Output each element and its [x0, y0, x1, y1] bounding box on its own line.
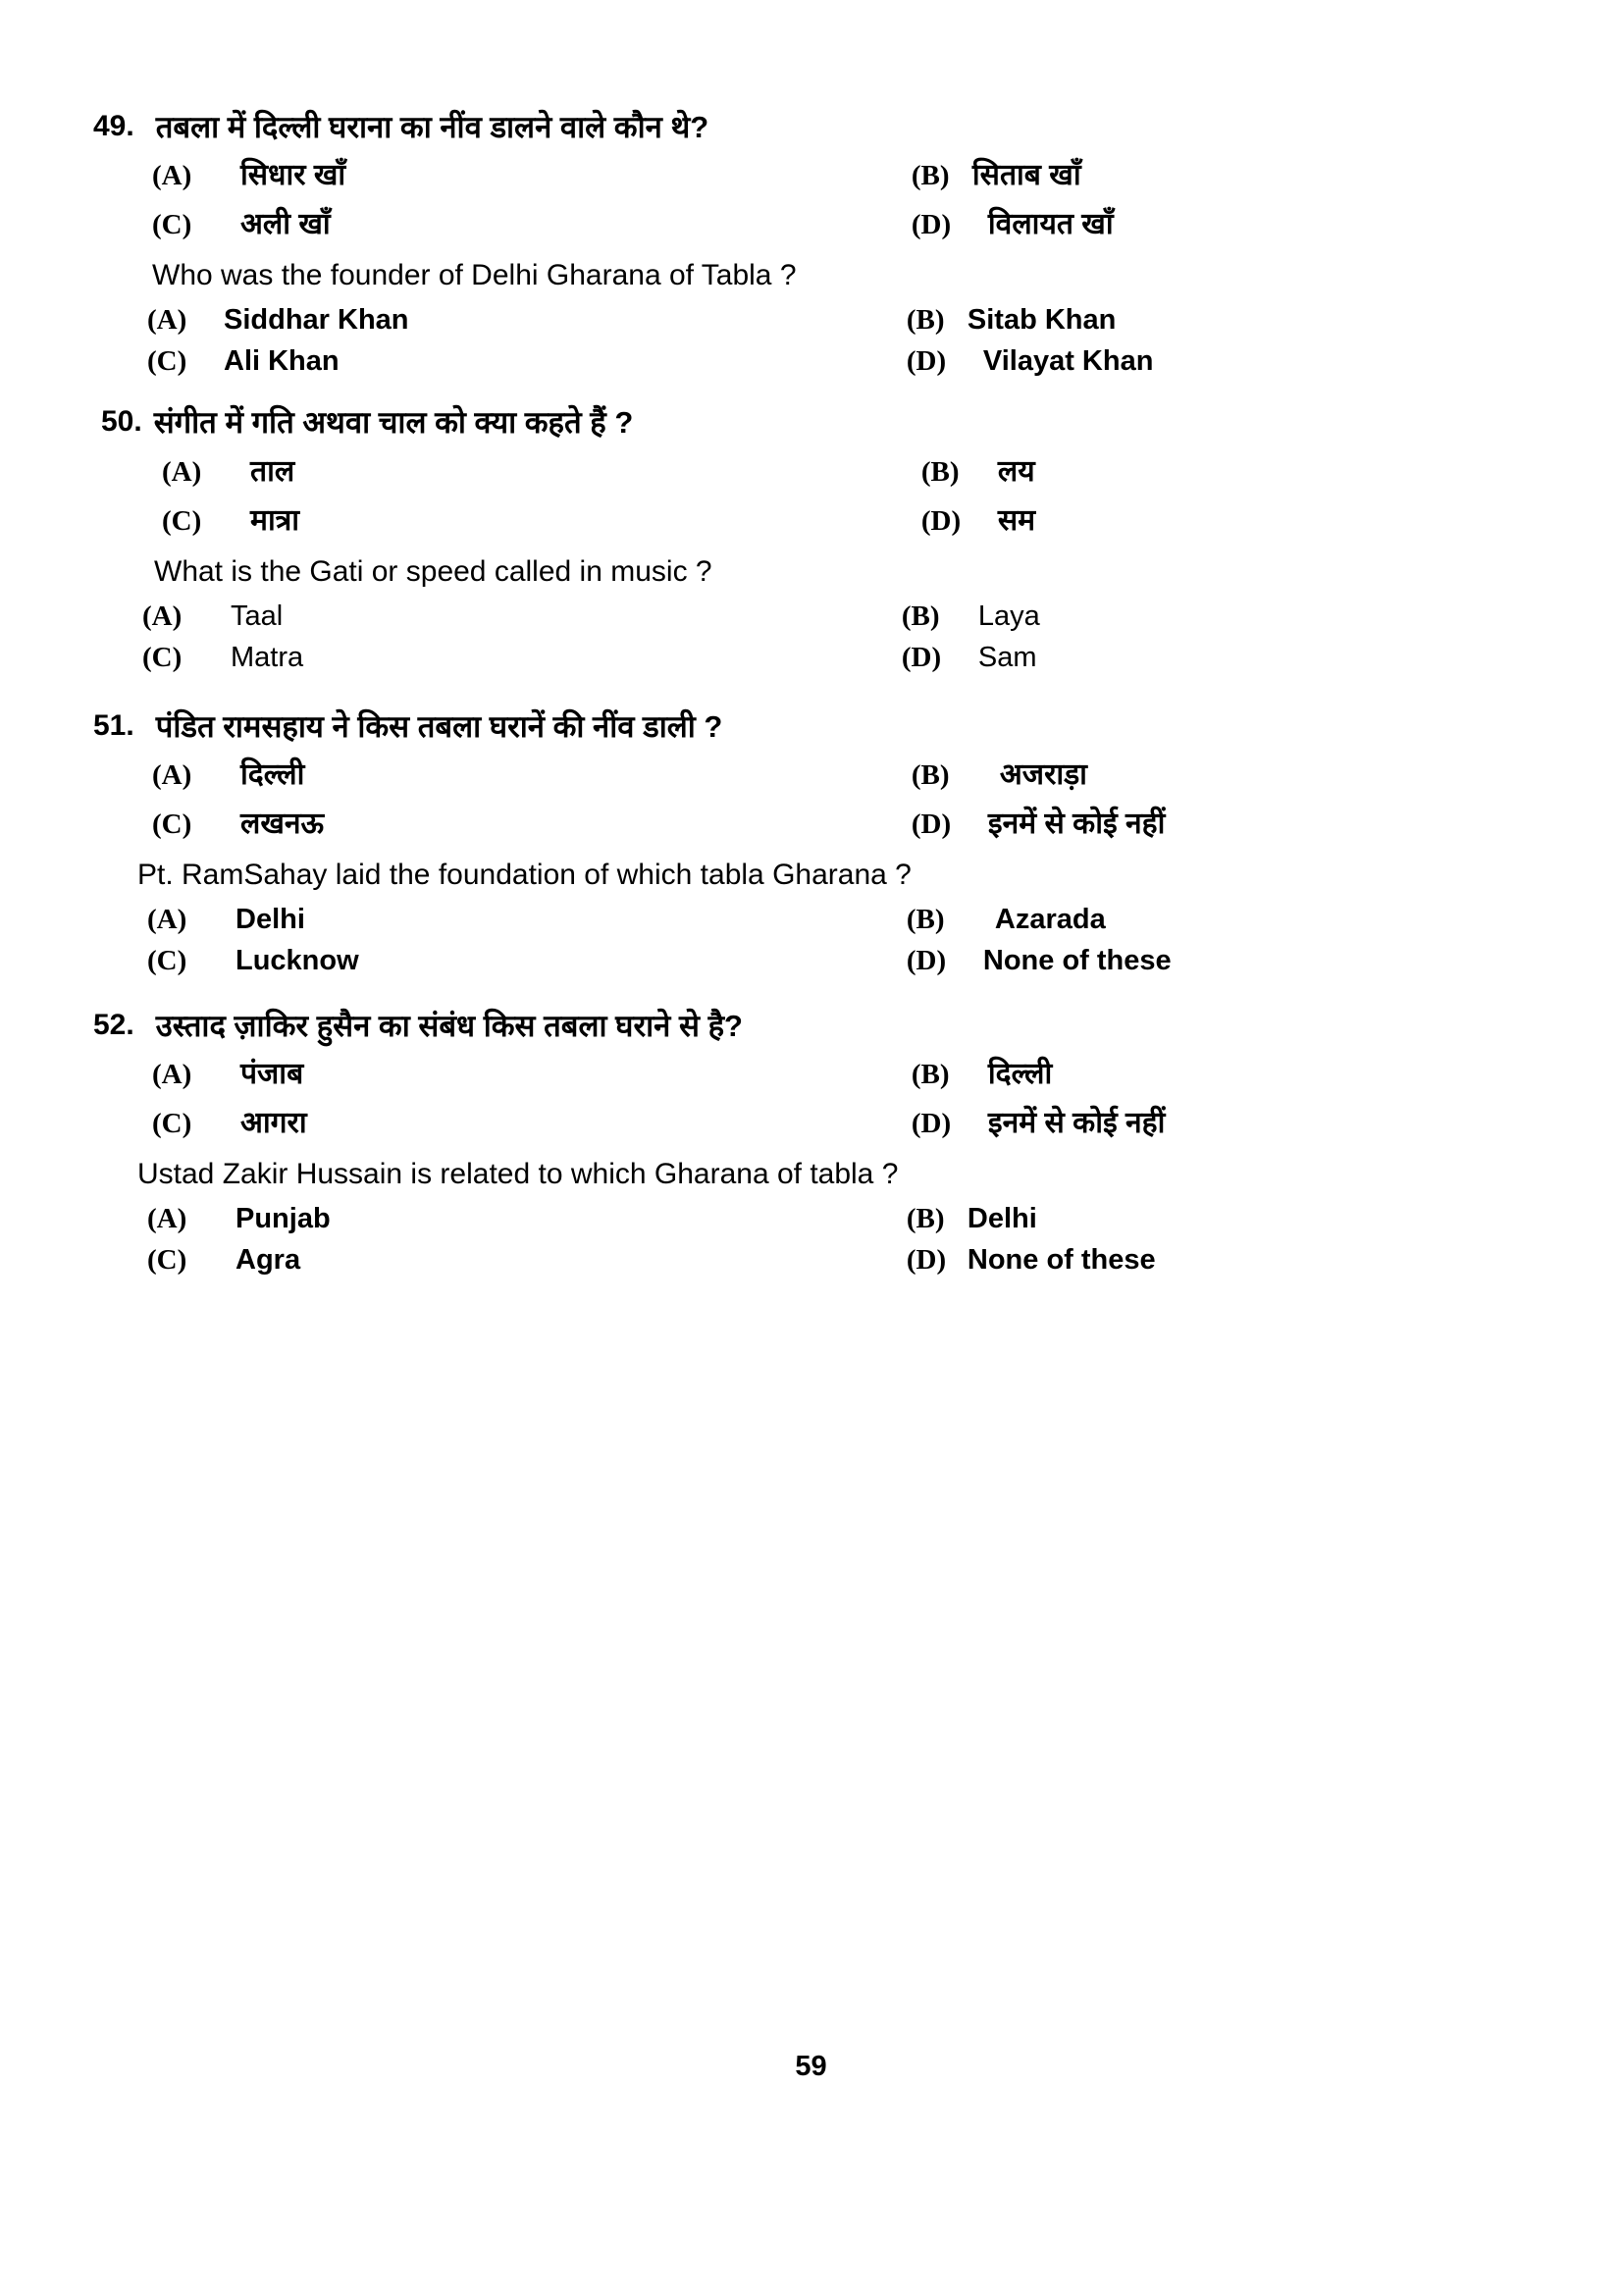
option-key: (B) [906, 903, 945, 935]
option-row-english-ab [93, 304, 1541, 337]
question-text-english: Pt. RamSahay laid the foundation of which tabla Gharana ? [137, 858, 912, 891]
option-51-en-c[interactable] [147, 945, 907, 977]
option-label: अली खाँ [240, 208, 331, 241]
option-label: सम [997, 503, 1036, 537]
option-49-hi-a[interactable] [152, 153, 912, 193]
option-label: विलायत खाँ [987, 208, 1114, 241]
option-52-en-b[interactable] [907, 1203, 1541, 1235]
option-key: (B) [911, 160, 950, 192]
option-key: (D) [911, 808, 952, 840]
option-label: इनमें से कोई नहीं [987, 1107, 1166, 1140]
option-49-en-a[interactable] [147, 304, 907, 337]
option-row-hindi-cd [93, 498, 1555, 539]
option-row-hindi-ab [93, 153, 1545, 193]
option-51-hi-a[interactable] [152, 753, 912, 793]
option-label: Delhi [967, 1203, 1037, 1235]
option-label: दिल्ली [987, 1058, 1053, 1091]
option-50-en-b[interactable] [902, 600, 1536, 633]
question-number: 50. [101, 405, 142, 439]
question-stem-hindi [93, 108, 1487, 147]
question-list [93, 108, 1487, 1294]
question-text-english: Who was the founder of Delhi Gharana of Tabla ? [152, 259, 797, 292]
option-label: Delhi [235, 903, 305, 935]
option-row-hindi-ab [93, 449, 1555, 490]
option-key: (B) [901, 600, 940, 632]
option-50-en-a[interactable] [142, 600, 902, 633]
option-key: (C) [147, 345, 187, 378]
option-50-hi-d[interactable] [921, 498, 1555, 539]
option-key: (D) [911, 209, 952, 241]
option-label: पंजाब [240, 1058, 304, 1091]
option-label: Azarada [994, 903, 1106, 935]
question-block-52 [93, 1007, 1487, 1277]
option-49-en-b[interactable] [907, 304, 1541, 337]
option-52-hi-c[interactable] [152, 1101, 912, 1141]
option-row-hindi-ab [93, 1052, 1545, 1092]
option-row-english-cd [93, 945, 1541, 977]
option-49-en-d[interactable] [907, 345, 1541, 378]
question-text-hindi: तबला में दिल्ली घराना का नींव डालने वाले कौन थे? [155, 110, 709, 144]
option-key: (D) [901, 641, 942, 673]
option-key: (C) [162, 504, 202, 537]
question-text-hindi: संगीत में गति अथवा चाल को क्या कहते हैं ? [153, 405, 634, 441]
option-row-english-cd [93, 345, 1541, 378]
option-row-hindi-cd [93, 202, 1545, 242]
option-label: इनमें से कोई नहीं [987, 807, 1166, 840]
option-key: (A) [152, 1059, 192, 1091]
option-49-hi-c[interactable] [152, 202, 912, 242]
option-row-hindi-ab [93, 753, 1545, 793]
option-key: (D) [911, 1108, 952, 1140]
option-key: (B) [911, 758, 950, 791]
option-key: (C) [147, 1244, 187, 1277]
option-key: (B) [920, 455, 960, 488]
option-51-hi-d[interactable] [912, 802, 1545, 842]
option-label: Sam [977, 641, 1037, 673]
question-number: 49. [93, 110, 134, 142]
option-50-hi-a[interactable] [162, 449, 921, 490]
question-block-51 [93, 707, 1487, 977]
option-row-english-ab [93, 1203, 1541, 1235]
question-text-english: Ustad Zakir Hussain is related to which Gharana of tabla ? [137, 1158, 899, 1191]
option-label: None of these [982, 944, 1172, 976]
option-key: (D) [906, 944, 947, 976]
option-50-en-c[interactable] [142, 642, 902, 674]
option-52-en-c[interactable] [147, 1244, 907, 1277]
option-row-english-ab [93, 600, 1536, 633]
option-key: (A) [152, 758, 192, 791]
option-row-hindi-cd [93, 1101, 1545, 1141]
question-stem-hindi [93, 707, 1487, 747]
option-label: लय [997, 454, 1035, 488]
option-label: लखनऊ [240, 807, 325, 840]
option-50-hi-b[interactable] [921, 449, 1555, 490]
option-50-hi-c[interactable] [162, 498, 921, 539]
option-label: None of these [967, 1244, 1156, 1277]
option-label: Agra [235, 1244, 301, 1277]
option-label: आगरा [240, 1107, 307, 1140]
option-label: Sitab Khan [967, 304, 1117, 337]
option-key: (A) [152, 160, 192, 192]
option-51-en-a[interactable] [147, 904, 907, 936]
option-key: (A) [142, 600, 183, 632]
question-text-hindi: उस्ताद ज़ाकिर हुसैन का संबंध किस तबला घराने से है? [155, 1008, 743, 1043]
option-key: (B) [906, 1203, 945, 1235]
option-key: (C) [152, 808, 192, 840]
option-label: सिधार खाँ [240, 159, 346, 192]
option-51-en-d[interactable] [907, 945, 1541, 977]
option-51-hi-c[interactable] [152, 802, 912, 842]
question-text-english: What is the Gati or speed called in music ? [154, 554, 712, 588]
option-key: (A) [147, 304, 187, 337]
option-49-hi-d[interactable] [912, 202, 1545, 242]
option-label: दिल्ली [240, 757, 305, 791]
option-key: (D) [906, 1244, 947, 1277]
option-label: Lucknow [235, 944, 359, 976]
question-number: 51. [93, 708, 134, 742]
option-label: अजराड़ा [999, 757, 1087, 791]
page-number: 59 [795, 2051, 827, 2082]
option-label: ताल [250, 454, 295, 488]
option-52-hi-b[interactable] [912, 1052, 1545, 1092]
option-49-hi-b[interactable] [912, 153, 1545, 193]
option-row-english-cd [93, 642, 1536, 674]
option-50-en-d[interactable] [902, 642, 1536, 674]
option-key: (B) [911, 1059, 950, 1091]
option-row-english-ab [93, 904, 1541, 936]
option-51-en-b[interactable] [907, 904, 1541, 936]
option-52-hi-d[interactable] [912, 1101, 1545, 1141]
option-label: Laya [977, 600, 1040, 632]
option-label: Siddhar Khan [224, 304, 409, 337]
option-label: सिताब खाँ [971, 159, 1081, 192]
option-row-hindi-cd [93, 802, 1545, 842]
option-row-english-cd [93, 1244, 1541, 1277]
option-key: (D) [920, 504, 962, 537]
option-key: (A) [147, 903, 187, 935]
option-52-en-a[interactable] [147, 1203, 907, 1235]
question-stem-hindi [93, 403, 1487, 443]
option-label: Ali Khan [224, 345, 340, 378]
option-key: (D) [906, 345, 947, 378]
option-51-hi-b[interactable] [912, 753, 1545, 793]
option-49-en-c[interactable] [147, 345, 907, 378]
option-label: मात्रा [250, 503, 300, 537]
option-key: (B) [906, 304, 945, 337]
option-52-hi-a[interactable] [152, 1052, 912, 1092]
option-label: Taal [231, 600, 284, 632]
option-key: (C) [152, 209, 192, 241]
option-key: (C) [152, 1108, 192, 1140]
question-stem-hindi [93, 1007, 1487, 1046]
option-key: (C) [147, 944, 187, 976]
option-key: (A) [147, 1203, 187, 1235]
question-text-hindi: पंडित रामसहाय ने किस तबला घरानें की नींव डाली ? [155, 708, 723, 744]
option-label: Vilayat Khan [982, 345, 1154, 378]
option-52-en-d[interactable] [907, 1244, 1541, 1277]
option-key: (A) [162, 455, 202, 488]
option-label: Matra [231, 641, 304, 673]
option-label: Punjab [235, 1203, 331, 1235]
question-block-49 [93, 108, 1487, 378]
option-key: (C) [142, 641, 183, 673]
question-block-50 [93, 403, 1487, 673]
question-number: 52. [93, 1008, 134, 1041]
